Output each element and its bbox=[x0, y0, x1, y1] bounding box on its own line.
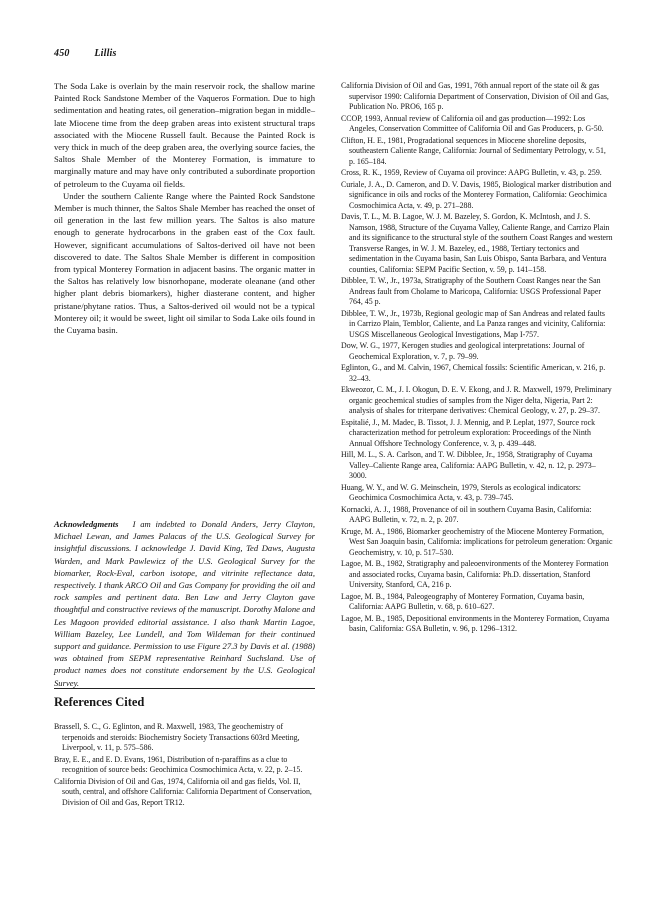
references-list-right bbox=[341, 81, 613, 636]
reference-item: Lagoe, M. B., 1984, Paleogeography of Monterey Formation, Cuyama basin, California: AAPG Bulletin, v. 68, p. 610–627. bbox=[341, 591, 585, 611]
reference-item: Dibblee, T. W., Jr., 1973a, Stratigraphy of the Southern Coast Ranges near the San Andreas fault from Cholame to Maricopa, California: USGS Professional Paper 764, 45 p. bbox=[341, 276, 602, 306]
acknowledgments-text: I am indebted to Donald Anders, Jerry Clayton, Michael Lewan, and James Palacas of the U.S. Geological Survey for insightful discussions. I acknowledge J. David King, Ted Daws, Augusta Warden, and Mark Pawlewicz of the U.S. Geological Survey for the biomarker, Rock-Eval, carbon isotope, and vitrinite reflectance data, respectively. I thank ARCO Oil and Gas Company for providing the oil and rock samples and pertinent data. Ben Law and Jerry Clayton gave thoughtful and constructive reviews of the manuscript. Dorothy Malone and Les Magoon provided editorial assistance. I also thank Martin Lagoe, William Bazeley, Lee Lundell, and Tom Wildeman for their continued support and guidance. Permission to use Figure 27.3 by Davis et al. (1988) was obtained from SEPM representative Reinhard Suchsland. Use of product names does not constitute endorsement by the U.S. Geological Survey. bbox=[54, 519, 315, 688]
acknowledgments bbox=[54, 518, 315, 689]
reference-item: Eglinton, G., and M. Calvin, 1967, Chemical fossils: Scientific American, v. 216, p. 32–43. bbox=[341, 363, 606, 383]
reference-item: Cross, R. K., 1959, Review of Cuyama oil province: AAPG Bulletin, v. 43, p. 259. bbox=[341, 168, 602, 177]
reference-item: Davis, T. L., M. B. Lagoe, W. J. M. Bazeley, S. Gordon, K. McIntosh, and J. S. Namson, 1988, Structure of the Cuyama Valley, Caliente Range, and Carrizo Plain and its significance to the structural style of the southern Coast Ranges and western Transverse Ranges, in W. J. M. Bazeley, ed., 1988, Tertiary tectonics and sedimentation in the Cuyama basin, San Luis Obispo, Santa Barbara, and Ventura counties, California: SEPM Pacific Section, v. 59, p. 141–158. bbox=[341, 212, 613, 274]
running-title: Lillis bbox=[94, 48, 117, 59]
reference-item: Lagoe, M. B., 1985, Depositional environments in the Monterey Formation, Cuyama basin, California: GSA Bulletin, v. 96, p. 1296–1312. bbox=[341, 613, 610, 633]
reference-item: Brassell, S. C., G. Eglinton, and R. Maxwell, 1983, The geochemistry of terpenoids and steroids: Biochemistry Society Transactions 603rd Meeting, Liverpool, v. 11, p. 575–586. bbox=[54, 722, 300, 752]
section-divider bbox=[54, 688, 315, 689]
page-header bbox=[54, 48, 117, 59]
body-paragraph: Under the southern Caliente Range where the Painted Rock Sandstone Member is much thinner, the Saltos Shale Member has reached the onset of oil generation in the last few million years. The Saltos is also mature enough to generate hydrocarbons in the graben east of the Cox fault. However, significant accumulations of Saltos-derived oil have not been discovered to date. The Saltos Shale Member is different in composition from typical Monterey Formation in adjacent basins. The organic matter in the Saltos has relatively low bisnorhopane, moderate oleanane (and other higher plant debris biomarkers), higher diasterane content, and higher pristane/phytane ratios. Thus, a Saltos-derived oil would not be a typical Monterey oil; it would be sweet, light oil similar to Soda Lake oils found in the Cuyama basin. bbox=[54, 190, 315, 336]
reference-item: Huang, W. Y., and W. G. Meinschein, 1979, Sterols as ecological indicators: Geochimica Cosmochimica Acta, v. 43, p. 739–745. bbox=[341, 482, 581, 502]
reference-item: Hill, M. L., S. A. Carlson, and T. W. Dibblee, Jr., 1958, Stratigraphy of Cuyama Valley–Caliente Range area, California: AAPG Bulletin, v. 42, n. 12, p. 2973–3000. bbox=[341, 450, 596, 480]
references-list-left bbox=[54, 722, 315, 809]
reference-item: Ekweozor, C. M., J. I. Okogun, D. E. V. Ekong, and J. R. Maxwell, 1979, Preliminary organic geochemical studies of samples from the Niger delta, Nigeria, Part 2: analysis of shales for triterpane derivatives: Chemical Geology, v. 27, p. 29–37. bbox=[341, 385, 612, 415]
reference-item: Espitalié, J., M. Madec, B. Tissot, J. J. Mennig, and P. Leplat, 1977, Source rock characterization method for petroleum exploration: Proceedings of the Ninth Annual Offshore Technology Conference, v. 3, p. 439–448. bbox=[341, 417, 596, 448]
reference-item: Curiale, J. A., D. Cameron, and D. V. Davis, 1985, Biological marker distribution and significance in oils and rocks of the Monterey Formation, California: Geochimica Cosmochimica Acta, v. 49, p. 271–288. bbox=[341, 179, 612, 210]
reference-item: Bray, E. E., and E. D. Evans, 1961, Distribution of n-paraffins as a clue to recognition of source beds: Geochimica Cosmochimica Acta, v. 22, p. 2–15. bbox=[54, 754, 303, 774]
reference-item: California Division of Oil and Gas, 1974, California oil and gas fields, Vol. II, south, central, and offshore California: California Department of Conservation, Division of Oil and Gas, Report TR12. bbox=[54, 776, 312, 807]
reference-item: Clifton, H. E., 1981, Progradational sequences in Miocene shoreline deposits, southeastern Caliente Range, California: Journal of Sedimentary Petrology, v. 51, p. 165–184. bbox=[341, 135, 606, 166]
acknowledgments-heading: Acknowledgments bbox=[54, 519, 119, 529]
reference-item: CCOP, 1993, Annual review of California oil and gas production—1992: Los Angeles, Conservation Committee of California Oil and Gas Producers, p. G-50. bbox=[341, 113, 604, 133]
reference-item: Dow, W. G., 1977, Kerogen studies and geological interpretations: Journal of Geochemical Exploration, v. 7, p. 79–99. bbox=[341, 341, 585, 361]
page-number: 450 bbox=[54, 48, 70, 59]
reference-item: Kornacki, A. J., 1988, Provenance of oil in southern Cuyama Basin, California: AAPG Bulletin, v. 72, n. 2, p. 207. bbox=[341, 504, 592, 524]
references-heading: References Cited bbox=[54, 695, 145, 709]
reference-item: Kruge, M. A., 1986, Biomarker geochemistry of the Miocene Monterey Formation, West San Joaquin basin, California: implications for petroleum generation: Organic Geochemistry, v. 10, p. 517–530. bbox=[341, 526, 613, 557]
reference-item: Dibblee, T. W., Jr., 1973b, Regional geologic map of San Andreas and related faults in Carrizo Plain, Temblor, Caliente, and La Panza ranges and vicinity, California: USGS Miscellaneous Geological Investigations, Map I-757. bbox=[341, 308, 606, 339]
body-paragraph: The Soda Lake is overlain by the main reservoir rock, the shallow marine Painted Rock Sandstone Member of the Vaqueros Formation. Due to high sedimentation and heating rates, oil generation–migration began in middle–late Miocene time from the deep graben areas into existent structural traps associated with the Miocene Russell fault. Because the Painted Rock is very thick in much of the deep graben area, the overlying source facies, the Saltos Shale Member of the Monterey Formation, is immature to marginally mature and may have only contributed a subordinate proportion of petroleum to the Cuyama oil fields. bbox=[54, 81, 315, 189]
body-text-column bbox=[54, 80, 315, 336]
reference-item: California Division of Oil and Gas, 1991, 76th annual report of the state oil & gas supervisor 1990: California Department of Conservation, Division of Oil and Gas, Publication No. PRO6, 165 p. bbox=[341, 81, 609, 111]
reference-item: Lagoe, M. B., 1982, Stratigraphy and paleoenvironments of the Monterey Formation and associated rocks, Cuyama basin, California: Ph.D. dissertation, Stanford University, Stanford, CA, 216 p. bbox=[341, 559, 609, 589]
